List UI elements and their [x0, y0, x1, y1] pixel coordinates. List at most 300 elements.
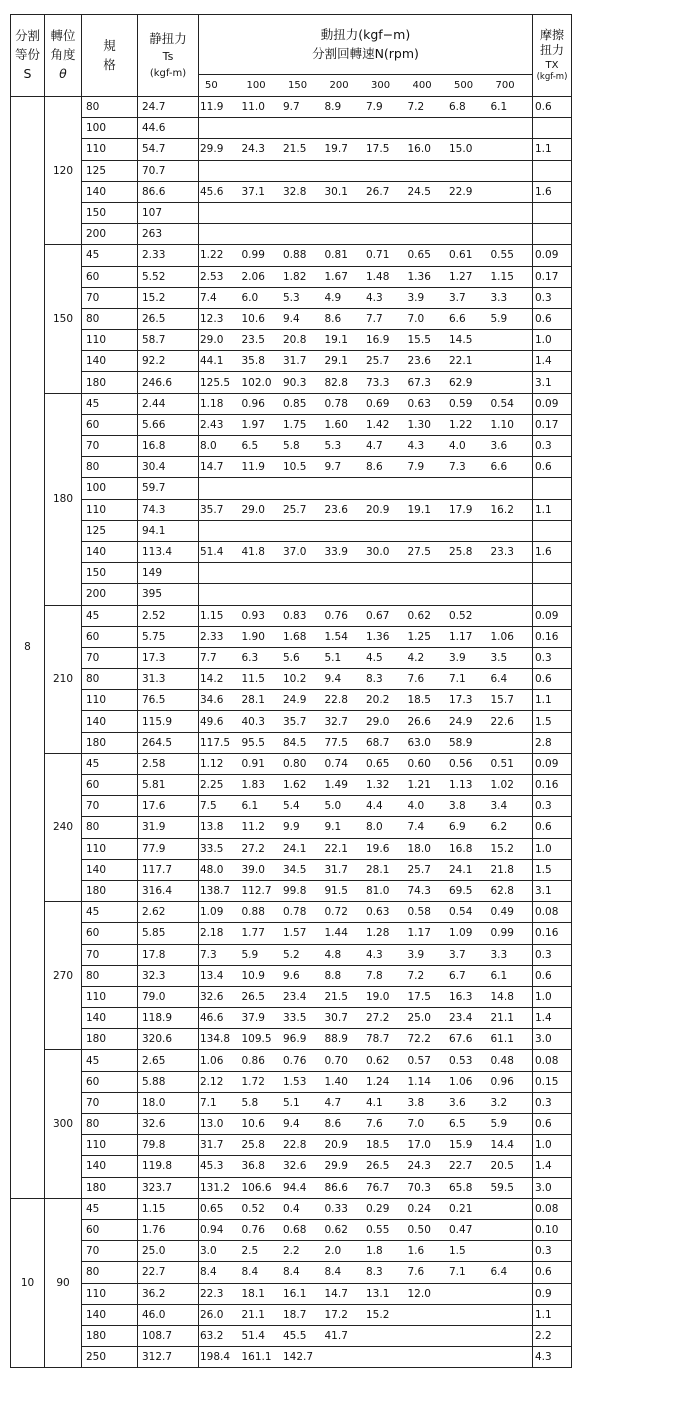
- header-stops-line2: 等份: [14, 47, 40, 63]
- dynamic-torque-value: 11.9: [241, 461, 265, 474]
- dynamic-torque-value: 5.6: [283, 651, 300, 664]
- dynamic-torque-cell: [199, 1029, 533, 1050]
- table-row: [11, 520, 572, 541]
- dynamic-torque-value: 67.6: [449, 1033, 473, 1046]
- dynamic-torque-value: 0.88: [283, 249, 307, 262]
- dynamic-torque-cell: [199, 457, 533, 478]
- dynamic-torque-value: 94.4: [283, 1181, 307, 1194]
- dynamic-torque-value: 1.25: [407, 630, 431, 643]
- angle-cell: 120: [45, 97, 82, 245]
- dynamic-torque-value: 3.2: [490, 1096, 508, 1109]
- dynamic-torque-value: 1.44: [324, 927, 348, 940]
- dynamic-torque-value: 2.06: [241, 270, 265, 283]
- model-cell: 180: [82, 1325, 138, 1346]
- table-row: [11, 1050, 572, 1071]
- dynamic-torque-value: 142.7: [283, 1351, 314, 1364]
- dynamic-torque-value: 99.8: [283, 885, 307, 898]
- dynamic-torque-value: 19.0: [366, 990, 390, 1003]
- model-cell: 80: [82, 1114, 138, 1135]
- dynamic-torque-value: 1.48: [366, 270, 390, 283]
- friction-torque-cell: [533, 520, 572, 541]
- table-row: [11, 330, 572, 351]
- rpm-200: 200: [329, 80, 349, 91]
- dynamic-torque-value: 131.2: [200, 1181, 231, 1194]
- dynamic-torque-value: 0.67: [366, 609, 390, 622]
- dynamic-torque-value: 37.1: [241, 185, 265, 198]
- dynamic-torque-value: 7.8: [366, 969, 383, 982]
- static-torque-cell: 2.33: [138, 245, 199, 266]
- static-torque-cell: 5.52: [138, 266, 199, 287]
- dynamic-torque-cell: [199, 753, 533, 774]
- table-row: [11, 796, 572, 817]
- dynamic-torque-value: 14.7: [324, 1287, 348, 1300]
- dynamic-torque-value: 2.53: [200, 270, 224, 283]
- dynamic-torque-value: 32.7: [324, 715, 348, 728]
- dynamic-torque-value: 74.3: [407, 885, 431, 898]
- dynamic-torque-value: 13.8: [200, 821, 224, 834]
- dynamic-torque-value: 28.1: [366, 863, 390, 876]
- dynamic-torque-value: 8.4: [241, 1266, 259, 1279]
- dynamic-torque-value: 84.5: [283, 736, 307, 749]
- spec-table-wrapper: [10, 14, 572, 1368]
- dynamic-torque-value: 63.2: [200, 1329, 224, 1342]
- model-cell: 110: [82, 499, 138, 520]
- dynamic-torque-value: 1.13: [449, 779, 473, 792]
- dynamic-torque-value: 23.4: [449, 1012, 473, 1025]
- dynamic-torque-value: 26.5: [241, 990, 265, 1003]
- dynamic-torque-value: 0.74: [324, 757, 348, 770]
- dynamic-torque-cell: [199, 541, 533, 562]
- dynamic-torque-value: 7.3: [200, 948, 217, 961]
- dynamic-torque-value: 18.0: [407, 842, 431, 855]
- dynamic-torque-value: 25.7: [283, 503, 307, 516]
- dynamic-torque-value: 29.0: [366, 715, 390, 728]
- dynamic-torque-value: 15.2: [366, 1308, 390, 1321]
- friction-torque-cell: 0.3: [533, 436, 572, 457]
- dynamic-torque-value: 39.0: [241, 863, 265, 876]
- friction-torque-cell: 0.17: [533, 414, 572, 435]
- dynamic-torque-value: 5.9: [490, 312, 508, 325]
- dynamic-torque-value: 9.4: [324, 673, 342, 686]
- dynamic-torque-cell: [199, 1241, 533, 1262]
- model-cell: 45: [82, 902, 138, 923]
- dynamic-torque-value: 0.72: [324, 906, 348, 919]
- model-cell: 150: [82, 563, 138, 584]
- dynamic-torque-value: 8.4: [200, 1266, 217, 1279]
- model-cell: 125: [82, 520, 138, 541]
- dynamic-torque-value: 88.9: [324, 1033, 348, 1046]
- dynamic-torque-cell: [199, 838, 533, 859]
- dynamic-torque-value: 82.8: [324, 376, 348, 389]
- table-row: [11, 245, 572, 266]
- friction-torque-cell: 1.1: [533, 499, 572, 520]
- table-row: [11, 1092, 572, 1113]
- dynamic-torque-value: 21.1: [490, 1012, 514, 1025]
- table-row: [11, 478, 572, 499]
- dynamic-torque-value: 51.4: [241, 1329, 265, 1342]
- dynamic-torque-value: 8.8: [324, 969, 342, 982]
- dynamic-torque-value: 48.0: [200, 863, 224, 876]
- dynamic-torque-cell: [199, 1008, 533, 1029]
- friction-torque-cell: 2.8: [533, 732, 572, 753]
- dynamic-torque-value: 58.9: [449, 736, 473, 749]
- dynamic-torque-value: 23.5: [241, 334, 265, 347]
- table-row: [11, 1262, 572, 1283]
- dynamic-torque-value: 22.7: [449, 1160, 473, 1173]
- dynamic-torque-value: 40.3: [241, 715, 265, 728]
- dynamic-torque-value: 3.6: [449, 1096, 466, 1109]
- friction-torque-cell: 0.6: [533, 97, 572, 118]
- dynamic-torque-value: 30.0: [366, 546, 390, 559]
- dynamic-torque-value: 0.55: [490, 249, 514, 262]
- dynamic-torque-value: 16.2: [490, 503, 514, 516]
- dynamic-torque-value: 31.7: [200, 1139, 224, 1152]
- model-cell: 80: [82, 97, 138, 118]
- table-row: [11, 436, 572, 457]
- table-row: [11, 1071, 572, 1092]
- friction-torque-cell: 1.0: [533, 986, 572, 1007]
- dynamic-torque-cell: [199, 436, 533, 457]
- dynamic-torque-value: 10.9: [241, 969, 265, 982]
- dynamic-torque-cell: [199, 1325, 533, 1346]
- table-row: [11, 923, 572, 944]
- dynamic-torque-value: 10.6: [241, 312, 265, 325]
- dynamic-torque-value: 21.1: [241, 1308, 265, 1321]
- dynamic-torque-value: 0.57: [407, 1054, 431, 1067]
- dynamic-torque-value: 34.5: [283, 863, 307, 876]
- friction-torque-cell: 1.1: [533, 139, 572, 160]
- dynamic-torque-value: 16.9: [366, 334, 390, 347]
- dynamic-torque-value: 10.5: [283, 461, 307, 474]
- model-cell: 200: [82, 224, 138, 245]
- dynamic-torque-cell: [199, 202, 533, 223]
- dynamic-torque-value: 32.6: [200, 990, 224, 1003]
- dynamic-torque-value: 23.6: [324, 503, 348, 516]
- friction-torque-cell: 3.1: [533, 372, 572, 393]
- dynamic-torque-value: 109.5: [241, 1033, 272, 1046]
- dynamic-torque-value: 6.6: [490, 461, 508, 474]
- dynamic-torque-cell: [199, 287, 533, 308]
- friction-torque-cell: 0.08: [533, 902, 572, 923]
- table-row: [11, 118, 572, 139]
- static-torque-cell: 32.3: [138, 965, 199, 986]
- dynamic-torque-value: 117.5: [200, 736, 231, 749]
- dynamic-torque-value: 0.62: [324, 1224, 348, 1237]
- friction-torque-cell: 1.0: [533, 330, 572, 351]
- dynamic-torque-value: 2.2: [283, 1245, 300, 1258]
- table-row: [11, 711, 572, 732]
- model-cell: 45: [82, 605, 138, 626]
- friction-torque-cell: 1.4: [533, 1156, 572, 1177]
- dynamic-torque-value: 0.54: [449, 906, 473, 919]
- model-cell: 80: [82, 965, 138, 986]
- static-torque-cell: 25.0: [138, 1241, 199, 1262]
- dynamic-torque-value: 0.60: [407, 757, 431, 770]
- model-cell: 140: [82, 1008, 138, 1029]
- dynamic-torque-value: 4.3: [407, 440, 425, 453]
- static-torque-cell: 18.0: [138, 1092, 199, 1113]
- dynamic-torque-cell: [199, 1071, 533, 1092]
- model-cell: 110: [82, 1283, 138, 1304]
- dynamic-torque-value: 1.8: [366, 1245, 383, 1258]
- dynamic-torque-value: 12.3: [200, 312, 224, 325]
- dynamic-torque-value: 1.75: [283, 418, 307, 431]
- model-cell: 140: [82, 1304, 138, 1325]
- dynamic-torque-cell: [199, 1177, 533, 1198]
- dynamic-torque-value: 3.9: [407, 291, 425, 304]
- dynamic-torque-value: 22.9: [449, 185, 473, 198]
- dynamic-torque-value: 8.6: [324, 1118, 342, 1131]
- dynamic-torque-value: 0.21: [449, 1202, 473, 1215]
- model-cell: 45: [82, 1050, 138, 1071]
- dynamic-torque-value: 1.97: [241, 418, 265, 431]
- dynamic-torque-value: 5.9: [490, 1118, 508, 1131]
- model-cell: 60: [82, 923, 138, 944]
- header-model: [82, 15, 138, 97]
- dynamic-torque-cell: [199, 1135, 533, 1156]
- table-row: [11, 669, 572, 690]
- rpm-400: 400: [412, 80, 432, 91]
- dynamic-torque-cell: [199, 308, 533, 329]
- dynamic-torque-cell: [199, 626, 533, 647]
- table-row: [11, 1029, 572, 1050]
- header-model-line2: 格: [103, 56, 116, 72]
- dynamic-torque-value: 15.5: [407, 334, 431, 347]
- table-row: [11, 626, 572, 647]
- dynamic-torque-value: 9.7: [283, 101, 300, 114]
- model-cell: 45: [82, 245, 138, 266]
- dynamic-torque-value: 27.2: [241, 842, 265, 855]
- dynamic-torque-value: 0.76: [324, 609, 348, 622]
- dynamic-torque-value: 46.6: [200, 1012, 224, 1025]
- dynamic-torque-value: 7.7: [366, 312, 383, 325]
- dynamic-torque-value: 25.7: [407, 863, 431, 876]
- static-torque-cell: 17.6: [138, 796, 199, 817]
- static-torque-cell: 26.5: [138, 308, 199, 329]
- dynamic-torque-value: 31.7: [283, 355, 307, 368]
- static-torque-cell: 118.9: [138, 1008, 199, 1029]
- model-cell: 180: [82, 732, 138, 753]
- dynamic-torque-value: 9.6: [283, 969, 300, 982]
- dynamic-torque-value: 1.14: [407, 1075, 431, 1088]
- static-torque-cell: 5.88: [138, 1071, 199, 1092]
- static-torque-cell: 5.81: [138, 775, 199, 796]
- dynamic-torque-value: 2.25: [200, 779, 224, 792]
- table-row: [11, 287, 572, 308]
- dynamic-torque-value: 0.70: [324, 1054, 348, 1067]
- dynamic-torque-value: 15.7: [490, 694, 514, 707]
- dynamic-torque-value: 36.8: [241, 1160, 265, 1173]
- model-cell: 110: [82, 986, 138, 1007]
- dynamic-torque-value: 0.33: [324, 1202, 348, 1215]
- static-torque-cell: 74.3: [138, 499, 199, 520]
- header-static-line1: 静扭力: [149, 31, 187, 47]
- header-dynamic-line1: 動扭力(kgf−m): [320, 26, 411, 42]
- static-torque-cell: 108.7: [138, 1325, 199, 1346]
- static-torque-cell: 316.4: [138, 880, 199, 901]
- dynamic-torque-value: 37.0: [283, 546, 307, 559]
- dynamic-torque-value: 61.1: [490, 1033, 514, 1046]
- dynamic-torque-cell: [199, 880, 533, 901]
- model-cell: 180: [82, 1029, 138, 1050]
- static-torque-cell: 17.8: [138, 944, 199, 965]
- table-row: [11, 1135, 572, 1156]
- table-row: [11, 859, 572, 880]
- dynamic-torque-value: 15.0: [449, 143, 473, 156]
- dynamic-torque-value: 7.6: [407, 1266, 425, 1279]
- dynamic-torque-value: 33.5: [283, 1012, 307, 1025]
- model-cell: 60: [82, 414, 138, 435]
- model-cell: 110: [82, 690, 138, 711]
- table-row: [11, 1347, 572, 1368]
- table-row: [11, 308, 572, 329]
- dynamic-torque-value: 45.5: [283, 1329, 307, 1342]
- dynamic-torque-value: 1.6: [407, 1245, 425, 1258]
- angle-cell: 270: [45, 902, 82, 1050]
- dynamic-torque-value: 0.62: [407, 609, 431, 622]
- model-cell: 80: [82, 817, 138, 838]
- table-row: [11, 986, 572, 1007]
- friction-torque-cell: [533, 160, 572, 181]
- dynamic-torque-cell: [199, 478, 533, 499]
- model-cell: 180: [82, 880, 138, 901]
- dynamic-torque-value: 5.2: [283, 948, 300, 961]
- dynamic-torque-value: 4.3: [366, 948, 383, 961]
- static-torque-cell: 323.7: [138, 1177, 199, 1198]
- dynamic-torque-value: 22.1: [324, 842, 348, 855]
- header-friction-line3: TX: [545, 60, 559, 72]
- table-row: [11, 902, 572, 923]
- model-cell: 70: [82, 1241, 138, 1262]
- header-angle-line2: 角度: [50, 47, 76, 63]
- dynamic-torque-cell: [199, 1156, 533, 1177]
- dynamic-torque-value: 6.7: [449, 969, 466, 982]
- dynamic-torque-value: 161.1: [241, 1351, 272, 1364]
- model-cell: 250: [82, 1347, 138, 1368]
- dynamic-torque-value: 59.5: [490, 1181, 514, 1194]
- dynamic-torque-cell: [199, 732, 533, 753]
- dynamic-torque-cell: [199, 118, 533, 139]
- dynamic-torque-value: 6.1: [241, 800, 259, 813]
- dynamic-torque-value: 7.0: [407, 312, 425, 325]
- dynamic-torque-value: 1.32: [366, 779, 390, 792]
- dynamic-torque-value: 0.58: [407, 906, 431, 919]
- dynamic-torque-value: 25.8: [241, 1139, 265, 1152]
- dynamic-torque-value: 7.4: [200, 291, 217, 304]
- model-cell: 140: [82, 859, 138, 880]
- model-cell: 140: [82, 1156, 138, 1177]
- angle-cell: 210: [45, 605, 82, 753]
- model-cell: 150: [82, 202, 138, 223]
- dynamic-torque-value: 63.0: [407, 736, 431, 749]
- model-cell: 70: [82, 796, 138, 817]
- dynamic-torque-value: 14.8: [490, 990, 514, 1003]
- stops-cell: 8: [11, 97, 45, 1199]
- table-row: [11, 1219, 572, 1240]
- dynamic-torque-value: 5.1: [283, 1096, 300, 1109]
- dynamic-torque-value: 1.22: [449, 418, 473, 431]
- dynamic-torque-value: 1.60: [324, 418, 348, 431]
- dynamic-torque-value: 5.4: [283, 800, 300, 813]
- dynamic-torque-value: 16.0: [407, 143, 431, 156]
- dynamic-torque-value: 0.51: [490, 757, 514, 770]
- static-torque-cell: 2.62: [138, 902, 199, 923]
- table-row: [11, 224, 572, 245]
- dynamic-torque-value: 27.2: [366, 1012, 390, 1025]
- table-header: [11, 15, 572, 97]
- dynamic-torque-value: 6.9: [449, 821, 466, 834]
- dynamic-torque-value: 15.9: [449, 1139, 473, 1152]
- dynamic-torque-value: 0.99: [241, 249, 265, 262]
- table-row: [11, 1156, 572, 1177]
- dynamic-torque-cell: [199, 372, 533, 393]
- dynamic-torque-value: 0.52: [241, 1202, 265, 1215]
- model-cell: 60: [82, 1071, 138, 1092]
- static-torque-cell: 77.9: [138, 838, 199, 859]
- dynamic-torque-cell: [199, 965, 533, 986]
- dynamic-torque-value: 20.8: [283, 334, 307, 347]
- friction-torque-cell: 0.6: [533, 965, 572, 986]
- dynamic-torque-value: 11.2: [241, 821, 265, 834]
- dynamic-torque-value: 1.57: [283, 927, 307, 940]
- header-friction-torque: [533, 15, 572, 97]
- static-torque-cell: 263: [138, 224, 199, 245]
- dynamic-torque-value: 7.1: [449, 673, 466, 686]
- static-torque-cell: 117.7: [138, 859, 199, 880]
- static-torque-cell: 92.2: [138, 351, 199, 372]
- dynamic-torque-value: 0.94: [200, 1224, 224, 1237]
- dynamic-torque-value: 1.5: [449, 1245, 466, 1258]
- header-rpm-values: [199, 75, 533, 97]
- table-row: [11, 372, 572, 393]
- dynamic-torque-value: 4.8: [324, 948, 342, 961]
- dynamic-torque-value: 24.5: [407, 185, 431, 198]
- model-cell: 180: [82, 1177, 138, 1198]
- dynamic-torque-value: 18.5: [407, 694, 431, 707]
- dynamic-torque-cell: [199, 796, 533, 817]
- friction-torque-cell: 1.4: [533, 1008, 572, 1029]
- table-row: [11, 160, 572, 181]
- dynamic-torque-value: 72.2: [407, 1033, 431, 1046]
- dynamic-torque-value: 17.2: [324, 1308, 348, 1321]
- dynamic-torque-value: 19.1: [324, 334, 348, 347]
- model-cell: 110: [82, 139, 138, 160]
- dynamic-torque-value: 9.1: [324, 821, 342, 834]
- dynamic-torque-value: 0.29: [366, 1202, 390, 1215]
- dynamic-torque-value: 35.8: [241, 355, 265, 368]
- dynamic-torque-value: 5.1: [324, 651, 342, 664]
- dynamic-torque-value: 6.6: [449, 312, 466, 325]
- dynamic-torque-value: 22.1: [449, 355, 473, 368]
- header-angle: [45, 15, 82, 97]
- dynamic-torque-value: 198.4: [200, 1351, 231, 1364]
- dynamic-torque-value: 1.82: [283, 270, 307, 283]
- dynamic-torque-value: 3.7: [449, 948, 466, 961]
- dynamic-torque-cell: [199, 1050, 533, 1071]
- model-cell: 140: [82, 351, 138, 372]
- friction-torque-cell: 4.3: [533, 1347, 572, 1368]
- dynamic-torque-value: 0.76: [241, 1224, 265, 1237]
- friction-torque-cell: 1.1: [533, 1304, 572, 1325]
- dynamic-torque-value: 6.5: [449, 1118, 466, 1131]
- dynamic-torque-value: 2.18: [200, 927, 224, 940]
- dynamic-torque-value: 0.99: [490, 927, 514, 940]
- static-torque-cell: 44.6: [138, 118, 199, 139]
- dynamic-torque-value: 1.18: [200, 397, 224, 410]
- dynamic-torque-value: 29.0: [241, 503, 265, 516]
- model-cell: 110: [82, 1135, 138, 1156]
- header-static-torque: [138, 15, 199, 97]
